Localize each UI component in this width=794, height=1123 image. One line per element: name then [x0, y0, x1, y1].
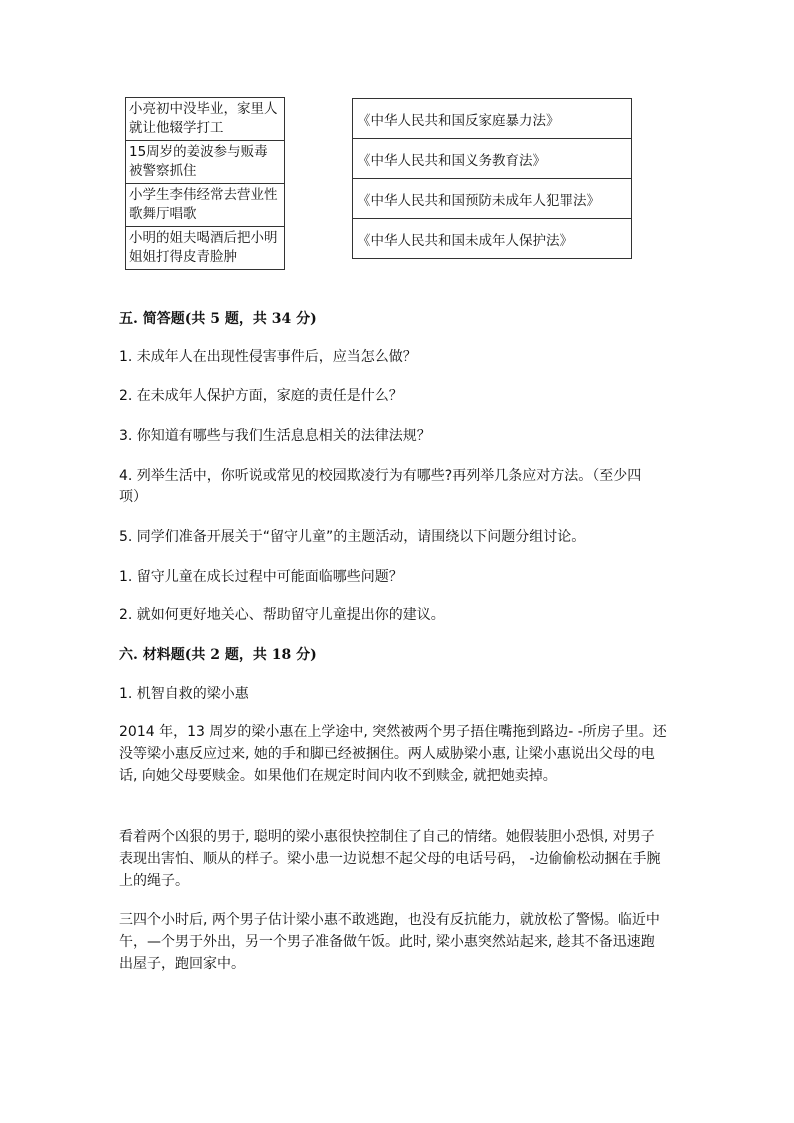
matching-right-column [352, 98, 632, 259]
question-5: 5. 同学们准备开展关于“留守儿童”的主题活动，请围绕以下问题分组讨论。 [119, 529, 586, 545]
question-5-sub-2: 2. 就如何更好地关心、帮助留守儿童提出你的建议。 [119, 607, 445, 623]
section5-title: 五. 简答题(共 5 题，共 34 分) [119, 311, 317, 327]
question-4: 4. 列举生活中，你听说或常见的校园欺凌行为有哪些?再列举几条应对方法。（至少四项） [119, 468, 642, 505]
matching-right-item: 《中华人民共和国反家庭暴力法》 [353, 99, 632, 139]
matching-left-item: 小亮初中没毕业，家里人就让他辍学打工 [126, 98, 285, 141]
section6-title: 六. 材料题(共 2 题，共 18 分) [119, 647, 317, 663]
material-1-title: 1. 机智自救的梁小惠 [119, 686, 249, 702]
question-5-sub-1: 1. 留守儿童在成长过程中可能面临哪些问题？ [119, 569, 403, 585]
material-paragraph-2: 看着两个凶狠的男于, 聪明的梁小惠很快控制住了自己的情绪。她假装胆小恐惧, 对男子表现出害怕、顺从的样子。梁小患一边说想不起父母的电话号码， -边偷偷松动捆在手腕上的绳子。 [119, 829, 661, 889]
matching-left-item: 小明的姐夫喝酒后把小明姐姐打得皮青脸肿 [126, 227, 285, 270]
question-1: 1. 未成年人在出现性侵害事件后，应当怎么做？ [119, 349, 417, 365]
matching-left-column [125, 97, 285, 270]
matching-right-item: 《中华人民共和国未成年人保护法》 [353, 219, 632, 259]
matching-right-item: 《中华人民共和国义务教育法》 [353, 139, 632, 179]
matching-left-item: 小学生李伟经常去营业性歌舞厅唱歌 [126, 184, 285, 227]
question-3: 3. 你知道有哪些与我们生活息息相关的法律法规？ [119, 428, 431, 444]
material-paragraph-3: 三四个小时后, 两个男子估计梁小惠不敢逃跑，也没有反抗能力，就放松了警惕。临近中午，—个男于外出，另一个男子准备做午饭。此时, 梁小惠突然站起来, 趁其不备迅速跑出屋子，跑回家中。 [119, 912, 660, 972]
material-paragraph-1: 2014 年，13 周岁的梁小惠在上学途中, 突然被两个男子捂住嘴拖到路边- -所房子里。还没等梁小惠反应过来, 她的手和脚已经被捆住。两人威胁梁小惠, 让梁小惠说出父母的电话, 向她父母要赎金。如果他们在规定时间内收不到赎金, 就把她卖掉。 [119, 724, 667, 784]
matching-right-item: 《中华人民共和国预防未成年人犯罪法》 [353, 179, 632, 219]
question-2: 2. 在未成年人保护方面，家庭的责任是什么？ [119, 388, 403, 404]
matching-left-item: 15周岁的姜波参与贩毒被警察抓住 [126, 141, 285, 184]
